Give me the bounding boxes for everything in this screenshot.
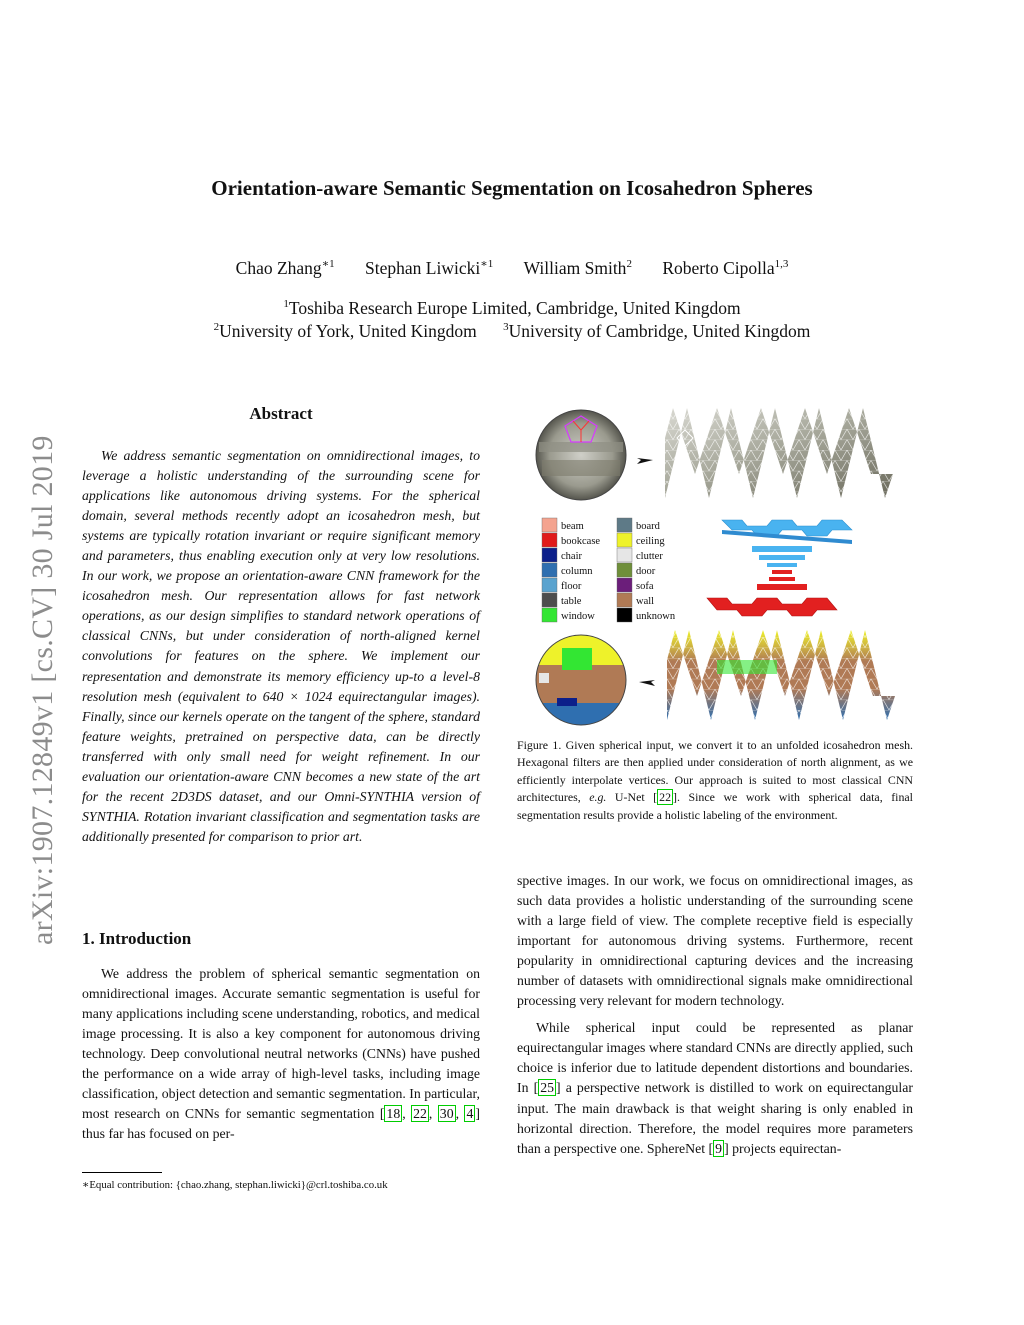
- author: Stephan Liwicki$^{∗1}$: [365, 258, 494, 278]
- legend-item: [542, 563, 593, 577]
- right-column-text: [517, 871, 913, 1159]
- affiliation-line-1: $^1$Toshiba Research Europe Limited, Cambridge, United Kingdom: [283, 298, 741, 318]
- legend-item: [617, 518, 661, 532]
- legend-item: [617, 578, 654, 592]
- legend-item: [542, 608, 595, 622]
- legend-item: [617, 533, 665, 547]
- author-list: [0, 258, 1024, 279]
- author: Chao Zhang$^{∗1}$: [235, 258, 335, 278]
- abstract-text: We address semantic segmentation on omnidirectional images, to leverage a holistic understanding of the surrounding scene for applications like autonomous driving systems. For the spherical domain, several methods recently adopt an icosahedron mesh, but systems are typically rotation invariant or require significant memory and parameters, thus enabling execution only at very low resolutions. In our work, we propose an orientation-aware CNN framework for the icosahedron mesh. Our representation allows for fast network operations, as our design simplifies to standard network operations of classical CNNs, but under consideration of north-aligned kernel convolutions for features on the sphere. We implement our representation and demonstrate its memory efficiency up-to a level-8 resolution mesh (equivalent to 640 × 1024 equirectangular images). Finally, since our kernels operate on the tangent of the sphere, standard feature weights, pretrained on perspective data, can be directly transferred with only small need for weight refinement. In our evaluation our orientation-aware CNN becomes a new state of the art for the recent 2D3DS dataset, and our Omni-SYNTHIA version of SYNTHIA. Rotation invariant classification and segmentation tasks are additionally presented for comparison to prior art.: [82, 448, 480, 844]
- svg-text:ceiling: ceiling: [636, 536, 665, 547]
- arrow-left-icon: [639, 680, 655, 686]
- citation-link[interactable]: 30: [439, 1106, 454, 1122]
- svg-text:clutter: clutter: [636, 551, 663, 562]
- introduction-text: We address the problem of spherical semantic segmentation on omnidirectional images. Accurate semantic segmentation is useful for many applications including scene understanding, robotics, and medical image processing. It is also a key component for autonomous driving technology. Deep convolutional neutral networks (CNNs) have pushed the performance on a wide array of high-level tasks, including image classification, object detection and semantic segmentation. In particular, most research on CNNs for semantic segmentation [ 18 , 22 , 30 , 4 ] thus far has focused on per-: [82, 966, 480, 1142]
- legend-item: [542, 548, 582, 562]
- figure-caption: Figure 1. Given spherical input, we convert it to an unfolded icosahedron mesh. Hexagonal filters are then applied under consideration of north alignment, as we efficiently interpolate vertices. Our approach is suited to most classical CNN architectures, e.g. U-Net [ 22 ]. Since we work with spherical data, final segmentation results provide a holistic labeling of the environment.: [517, 738, 913, 822]
- citation-link[interactable]: 9: [715, 1140, 723, 1156]
- svg-text:chair: chair: [561, 551, 582, 562]
- legend-item: [617, 608, 676, 622]
- citation-link[interactable]: 22: [413, 1106, 427, 1122]
- legend-item: [542, 533, 600, 547]
- footnote: ∗Equal contribution: {chao.zhang, stephan.liwicki}@crl.toshiba.co.uk: [82, 1179, 388, 1191]
- legend-item: [617, 563, 656, 577]
- paragraph: While spherical input could be represented as planar equirectangular images where standard CNNs are directly applied, such choice is inferior due to latitude dependent distortions and boundaries. In [ 25 ] a perspective network is distilled to work on equirectangular input. The main drawback is that weight sharing is only enabled in horizontal direction. Therefore, the model requires more parameters than a perspective one. SphereNet [ 9 ] projects equirectan-: [517, 1020, 913, 1156]
- legend-item: [542, 578, 582, 592]
- legend: [542, 518, 676, 622]
- svg-text:unknown: unknown: [636, 611, 676, 622]
- figure-1: [517, 398, 917, 728]
- legend-item: [617, 593, 654, 607]
- svg-text:wall: wall: [636, 596, 655, 607]
- citation-link[interactable]: 22: [659, 790, 672, 805]
- abstract-heading: Abstract: [249, 404, 313, 423]
- author: Roberto Cipolla$^{1,3}$: [662, 258, 789, 278]
- svg-text:board: board: [636, 521, 660, 532]
- network-diagram: [707, 520, 852, 616]
- output-sphere: [536, 635, 626, 725]
- svg-text:sofa: sofa: [636, 581, 654, 592]
- citation-link[interactable]: 18: [386, 1106, 401, 1122]
- svg-text:bookcase: bookcase: [561, 536, 601, 547]
- svg-text:door: door: [636, 566, 656, 577]
- svg-text:column: column: [561, 566, 593, 577]
- svg-text:window: window: [561, 611, 595, 622]
- arxiv-identifier: arXiv:1907.12849v1 [cs.CV] 30 Jul 2019: [26, 435, 59, 945]
- footnote-divider: [82, 1172, 162, 1173]
- svg-text:beam: beam: [561, 521, 584, 532]
- citation-link[interactable]: 25: [540, 1080, 554, 1096]
- author: William Smith$^2$: [523, 258, 632, 278]
- introduction-heading: 1. Introduction: [82, 929, 192, 948]
- citation-link[interactable]: 4: [466, 1106, 474, 1122]
- arrow-right-icon: [637, 458, 653, 464]
- svg-text:table: table: [561, 596, 582, 607]
- svg-text:floor: floor: [561, 581, 582, 592]
- affiliation-line-2: $^2$University of York, United Kingdom $^3$University of Cambridge, United Kingdom: [213, 321, 811, 341]
- legend-item: [542, 593, 582, 607]
- unfolded-mesh-input: [665, 408, 893, 498]
- legend-item: [542, 518, 584, 532]
- paragraph: spective images. In our work, we focus on omnidirectional images, as such data provides a holistic understanding of the surrounding scene with a large field of view. The complete receptive field is especially important for autonomous driving systems. Furthermore, recent popularity in omnidirectional capturing devices and the increasing number of datasets with omnidirectional signals make omnidirectional processing very relevant for modern technology.: [517, 873, 913, 1009]
- unfolded-mesh-segmentation: [667, 630, 895, 720]
- legend-item: [617, 548, 663, 562]
- input-sphere: [536, 410, 626, 500]
- paper-title: Orientation-aware Semantic Segmentation on Icosahedron Spheres: [211, 176, 813, 200]
